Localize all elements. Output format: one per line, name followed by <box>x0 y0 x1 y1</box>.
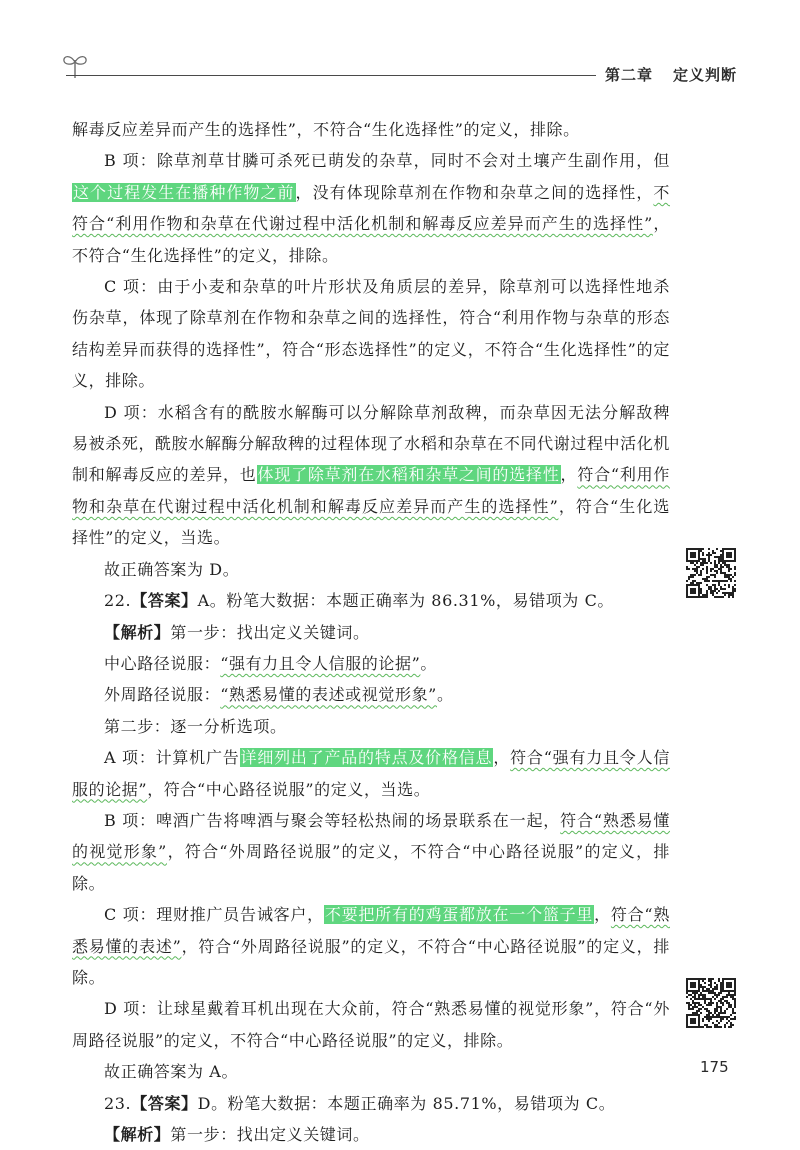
chapter-number: 第二章 <box>605 66 654 84</box>
analysis-line: 【解析】第一步：找出定义关键词。 <box>104 1125 370 1144</box>
page-number: 175 <box>700 1058 729 1076</box>
paragraph-option-b: B 项：啤酒广告将啤酒与聚会等轻松热闹的场景联系在一起，符合“熟悉易懂的视觉形象”，符合“外周路径说服”的定义，不符合“中心路径说服”的定义，排除。 <box>72 810 670 893</box>
step-two: 第二步：逐一分析选项。 <box>104 716 287 736</box>
wavy-underline: 符合“利用作物和杂草在代谢过程中活化机制和解毒反应差异而产生的选择性” <box>72 465 670 516</box>
wavy-underline: 不符合“利用作物和杂草在代谢过程中活化机制和解毒反应差异而产生的选择性” <box>72 182 670 234</box>
wavy-underline: 符合“熟悉易懂的表述” <box>72 905 670 956</box>
wavy-underline: 符合“熟悉易懂的视觉形象” <box>72 810 670 862</box>
paragraph-option-b: B 项：除草剂草甘膦可杀死已萌发的杂草，同时不会对土壤产生副作用，但这个过程发生在播种作物之前，没有体现除草剂在作物和杂草之间的选择性，不符合“利用作物和杂草在代谢过程中活化机制和解毒反应差异而产生的选择性”，不符合“生化选择性”的定义，排除。 <box>72 151 670 265</box>
analysis-label: 【解析】 <box>104 622 171 642</box>
paragraph-option-c: C 项：理财推广员告诫客户，不要把所有的鸡蛋都放在一个篮子里，符合“熟悉易懂的表述”，符合“外周路径说服”的定义，不符合“中心路径说服”的定义，排除。 <box>72 905 670 987</box>
paragraph-option-d: D 项：水稻含有的酰胺水解酶可以分解除草剂敌稗，而杂草因无法分解敌稗易被杀死，酰胺水解酶分解敌稗的过程体现了水稻和杂草在不同代谢过程中活化机制和解毒反应的差异，也体现了除草剂在水稻和杂草之间的选择性，符合“利用作物和杂草在代谢过程中活化机制和解毒反应差异而产生的选择性”，符合“生化选择性”的定义，当选。 <box>72 402 670 548</box>
definition-central: 中心路径说服：“强有力且令人信服的论据”。 <box>104 653 437 673</box>
analysis-line: 【解析】第一步：找出定义关键词。 <box>104 622 370 642</box>
wavy-underline: 符合“强有力且令人信服的论据” <box>72 748 670 799</box>
wavy-underline: “熟悉易懂的表述或视觉形象” <box>220 685 437 705</box>
highlight: 详细列出了产品的特点及价格信息 <box>240 748 493 768</box>
question-23-answer: 23.【答案】D。粉笔大数据：本题正确率为 85.71%，易错项为 C。 <box>104 1093 616 1113</box>
definition-peripheral: 外周路径说服：“熟悉易懂的表述或视觉形象”。 <box>104 685 454 705</box>
paragraph-option-a: A 项：计算机广告详细列出了产品的特点及价格信息，符合“强有力且令人信服的论据”，符合“中心路径说服”的定义，当选。 <box>72 748 670 799</box>
paragraph: 解毒反应差异而产生的选择性”，不符合“生化选择性”的定义，排除。 <box>72 120 580 139</box>
page-content <box>72 114 670 1150</box>
chapter-title: 定义判断 <box>673 66 738 84</box>
correct-answer-line: 故正确答案为 A。 <box>104 1062 239 1082</box>
answer-label: 【答案】 <box>131 1093 198 1113</box>
qr-code-icon[interactable] <box>686 548 736 598</box>
chapter-header <box>605 64 737 85</box>
highlight: 不要把所有的鸡蛋都放在一个篮子里 <box>324 905 594 925</box>
paragraph-option-d: D 项：让球星戴着耳机出现在大众前，符合“熟悉易懂的视觉形象”，符合“外周路径说服”的定义，不符合“中心路径说服”的定义，排除。 <box>72 999 670 1050</box>
correct-answer-line: 故正确答案为 D。 <box>104 559 240 579</box>
highlight: 这个过程发生在播种作物之前 <box>73 182 295 202</box>
paragraph-option-c: C 项：由于小麦和杂草的叶片形状及角质层的差异，除草剂可以选择性地杀伤杂草，体现了除草剂在作物和杂草之间的选择性，符合“利用作物与杂草的形态结构差异而获得的选择性”，符合“形态选择性”的定义，不符合“生化选择性”的定义，排除。 <box>72 277 670 391</box>
qr-code-icon[interactable] <box>686 978 736 1028</box>
header-rule <box>66 75 596 76</box>
wavy-underline: “强有力且令人信服的论据” <box>220 653 421 673</box>
answer-label: 【答案】 <box>131 591 198 611</box>
question-22-answer: 22.【答案】A。粉笔大数据：本题正确率为 86.31%，易错项为 C。 <box>104 591 615 611</box>
highlight: 体现了除草剂在水稻和杂草之间的选择性 <box>257 465 560 485</box>
analysis-label: 【解析】 <box>104 1125 171 1144</box>
